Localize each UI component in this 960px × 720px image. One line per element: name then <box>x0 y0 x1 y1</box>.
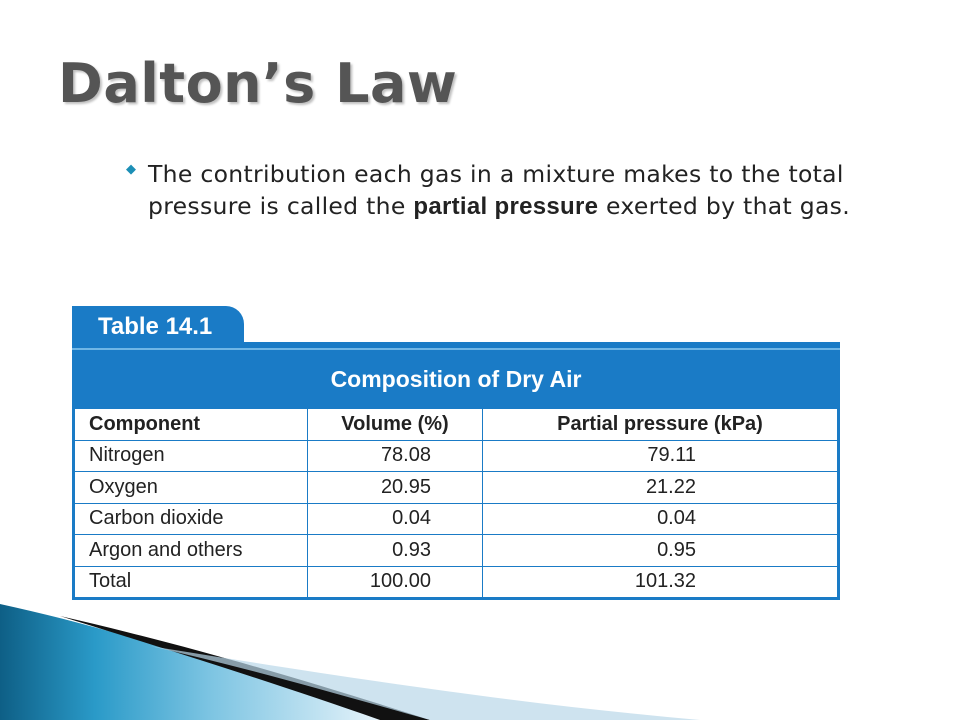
bullet-bold-term: partial pressure <box>413 193 599 220</box>
column-header-component: Component <box>74 409 308 441</box>
cell-partial-pressure <box>483 503 839 535</box>
table-row <box>74 440 839 472</box>
table-row <box>74 472 839 504</box>
cell-component: Oxygen <box>74 472 308 504</box>
cell-volume <box>308 472 483 504</box>
cell-volume <box>308 440 483 472</box>
cell-volume-value: 0.04 <box>392 507 431 530</box>
column-header-partial-pressure: Partial pressure (kPa) <box>483 409 839 441</box>
cell-component: Nitrogen <box>74 440 308 472</box>
table-number: Table 14.1 <box>98 313 213 340</box>
cell-partial-pressure <box>483 472 839 504</box>
table-row <box>74 535 839 567</box>
table-figure <box>72 306 840 600</box>
cell-volume-value: 100.00 <box>369 570 431 593</box>
cell-pressure-value: 101.32 <box>634 570 696 593</box>
cell-pressure-value: 0.04 <box>657 507 696 530</box>
cell-pressure-value: 79.11 <box>647 444 696 467</box>
bullet-point <box>126 158 886 223</box>
cell-pressure-value: 21.22 <box>645 475 696 498</box>
cell-volume <box>308 503 483 535</box>
table-header-row <box>74 409 839 441</box>
cell-volume-value: 78.08 <box>380 444 431 467</box>
bullet-text-before: The contribution each gas in a mixture makes to the total pressure is called the <box>148 160 844 220</box>
table-caption: Composition of Dry Air <box>330 366 582 392</box>
composition-table <box>72 408 840 600</box>
column-header-volume: Volume (%) <box>308 409 483 441</box>
cell-volume-value: 0.93 <box>392 538 431 561</box>
table-row-total <box>74 566 839 599</box>
cell-partial-pressure <box>483 440 839 472</box>
bullet-diamond-icon: ◆ <box>126 162 136 177</box>
bullet-text <box>148 158 886 223</box>
cell-partial-pressure <box>483 566 839 599</box>
cell-partial-pressure <box>483 535 839 567</box>
cell-component: Total <box>74 566 308 599</box>
bullet-text-after: exerted by that gas. <box>598 192 850 220</box>
cell-pressure-value: 0.95 <box>657 538 696 561</box>
table-caption-bar <box>72 342 840 408</box>
decorative-swoosh <box>0 600 960 720</box>
cell-volume <box>308 566 483 599</box>
cell-component: Carbon dioxide <box>74 503 308 535</box>
table-row <box>74 503 839 535</box>
cell-volume <box>308 535 483 567</box>
cell-volume-value: 20.95 <box>380 475 431 498</box>
cell-component: Argon and others <box>74 535 308 567</box>
slide-title: Dalton’s Law <box>58 52 458 115</box>
